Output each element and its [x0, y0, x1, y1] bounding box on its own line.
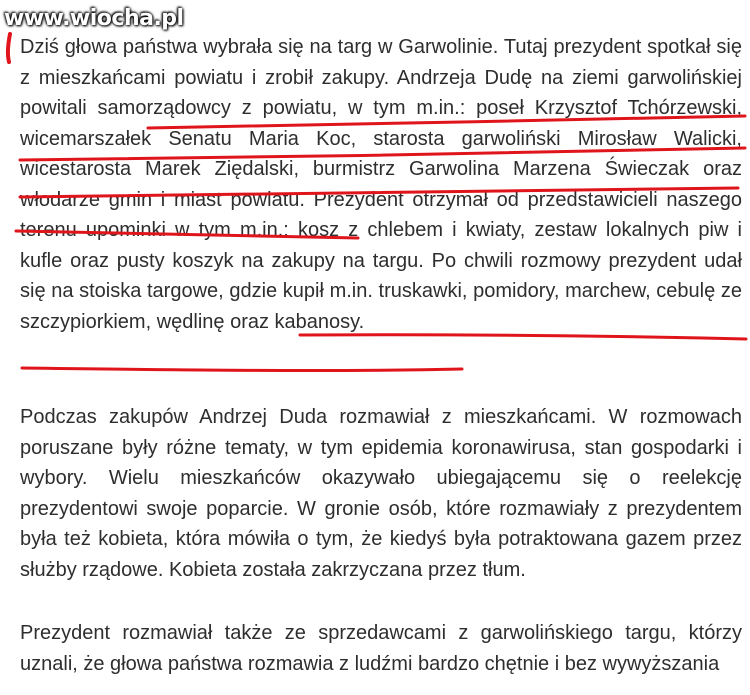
- underline-stroke: [22, 368, 462, 371]
- article-paragraph-2: Podczas zakupów Andrzej Duda rozmawiał z mieszkańcami. W rozmowach poruszane były różne tematy, w tym epidemia koronawirusa, stan gospodarki i wybory. Wielu mieszkańców okazywało ubiegającemu się o reelekcję prezydentowi swoje poparcie. W gronie osób, które rozmawiały z prezydentem była też kobieta, która mówiła o tym, że kiedyś była potraktowana gazem przez służby rządowe. Kobieta została zakrzyczana przez tłum.: [20, 406, 742, 581]
- site-watermark: www.wiocha.pl: [4, 6, 184, 31]
- article-paragraph-3: Prezydent rozmawiał także ze sprzedawcami z garwolińskiego targu, którzy uznali, że głowa państwa rozmawia z ludźmi bardzo chętnie i bez wywyższania: [20, 622, 742, 675]
- margin-tick-mark: [8, 34, 10, 62]
- article-paragraph-1: Dziś głowa państwa wybrała się na targ w Garwolinie. Tutaj prezydent spotkał się z mieszkańcami powiatu i zrobił zakupy. Andrzeja Dudę na ziemi garwolińskiej powitali samorządowcy z powiatu, w tym m.in.: poseł Krzysztof Tchórzewski, wicemarszałek Senatu Maria Koc, starosta garwoliński Mirosław Walicki, wicestarosta Marek Ziędalski, burmistrz Garwolina Marzena Świeczak oraz włodarze gmin i miast powiatu. Prezydent otrzymał od przedstawicieli naszego terenu upominki w tym m.in.: kosz z chlebem i kwiaty, zestaw lokalnych piw i kufle oraz pusty koszyk na zakupy na targu. Po chwili rozmowy prezydent udał się na stoiska targowe, gdzie kupił m.in. truskawki, pomidory, marchew, cebulę ze szczypiorkiem, wędlinę oraz kabanosy.: [20, 36, 742, 333]
